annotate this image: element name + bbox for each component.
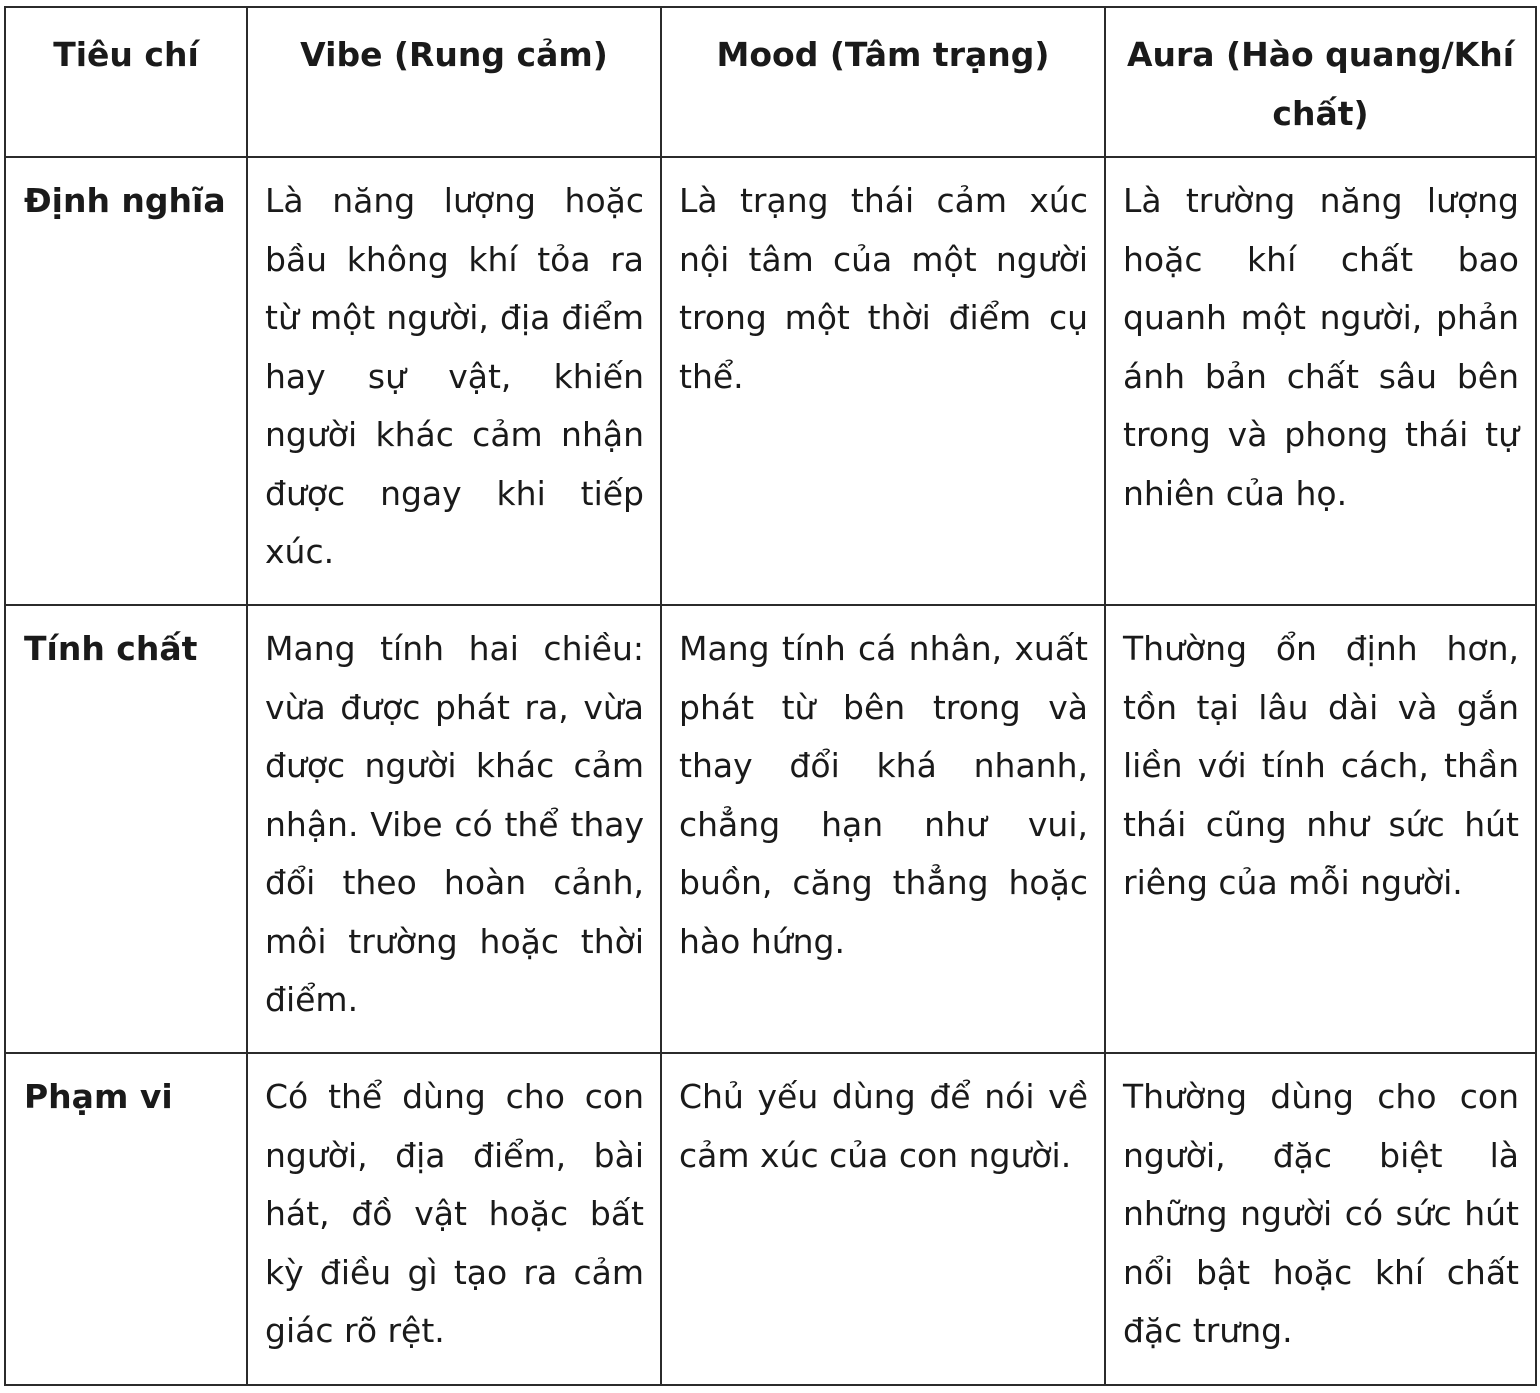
mood-cell: Mang tính cá nhân, xuất phát từ bên trong và thay đổi khá nhanh, chẳng hạn như vui, buồn, căng thẳng hoặc hào hứng. [661, 605, 1105, 1053]
header-criteria: Tiêu chí [5, 7, 247, 157]
aura-cell: Là trường năng lượng hoặc khí chất bao quanh một người, phản ánh bản chất sâu bên trong và phong thái tự nhiên của họ. [1105, 157, 1536, 605]
header-row [5, 7, 1536, 157]
criterion-cell: Định nghĩa [5, 157, 247, 605]
vibe-cell: Có thể dùng cho con người, địa điểm, bài hát, đồ vật hoặc bất kỳ điều gì tạo ra cảm giác rõ rệt. [247, 1053, 661, 1385]
criterion-cell: Tính chất [5, 605, 247, 1053]
mood-cell: Là trạng thái cảm xúc nội tâm của một người trong một thời điểm cụ thể. [661, 157, 1105, 605]
aura-cell: Thường dùng cho con người, đặc biệt là những người có sức hút nổi bật hoặc khí chất đặc trưng. [1105, 1053, 1536, 1385]
table-row-scope [5, 1053, 1536, 1385]
comparison-table [4, 6, 1537, 1386]
table-body [5, 157, 1536, 1385]
table-row-nature [5, 605, 1536, 1053]
header-vibe: Vibe (Rung cảm) [247, 7, 661, 157]
mood-cell: Chủ yếu dùng để nói về cảm xúc của con người. [661, 1053, 1105, 1385]
vibe-cell: Là năng lượng hoặc bầu không khí tỏa ra từ một người, địa điểm hay sự vật, khiến người khác cảm nhận được ngay khi tiếp xúc. [247, 157, 661, 605]
vibe-cell: Mang tính hai chiều: vừa được phát ra, vừa được người khác cảm nhận. Vibe có thể thay đổi theo hoàn cảnh, môi trường hoặc thời điểm. [247, 605, 661, 1053]
criterion-cell: Phạm vi [5, 1053, 247, 1385]
header-mood: Mood (Tâm trạng) [661, 7, 1105, 157]
aura-cell: Thường ổn định hơn, tồn tại lâu dài và gắn liền với tính cách, thần thái cũng như sức hút riêng của mỗi người. [1105, 605, 1536, 1053]
table-row-definition [5, 157, 1536, 605]
header-aura: Aura (Hào quang/Khí chất) [1105, 7, 1536, 157]
table-header [5, 7, 1536, 157]
